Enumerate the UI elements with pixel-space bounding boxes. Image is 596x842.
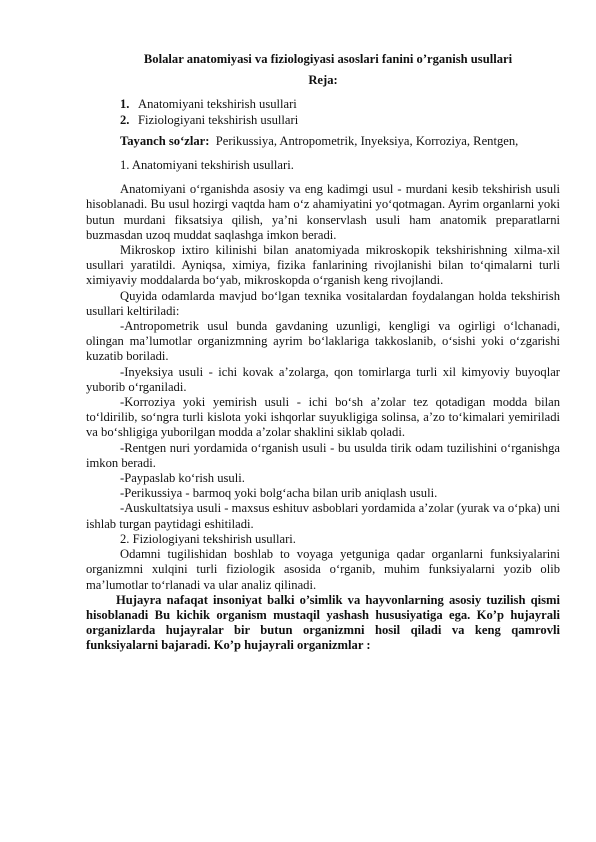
body-paragraph: Anatomiyani o‘rganishda asosiy va eng kadimgi usul - murdani kesib tekshirish usuli hisoblanadi. Bu usul hozirgi vaqtda ham o‘z ahamiyatini yo‘qotmagan. Ayrim organlarni yoki butun murdani fiksatsiya qilish, ya’ni konservlash usuli ham anatomik preparatlarni buzmasdan uzoq muddat saqlashga imkon beradi. xyxy=(86,182,560,242)
body-paragraph: -Perikussiya - barmoq yoki bolg‘acha bilan urib aniqlash usuli. xyxy=(120,486,438,501)
section-heading-2: 2. Fiziologiyani tekshirish usullari. xyxy=(120,531,296,546)
body-paragraph: Quyida odamlarda mavjud bo‘lgan texnika vositalardan foydalangan holda tekshirish usullari keltiriladi: xyxy=(86,288,560,318)
keywords-line xyxy=(86,134,560,149)
body-paragraph: -Antropometrik usul bunda gavdaning uzunligi, kengligi va ogirligi o‘lchanadi, olingan ma’lumotlar organizmning ayrim bo‘laklariga takkoslanib, o‘sishi yoki o‘zgarishi kuzatib boriladi. xyxy=(86,319,560,364)
body-paragraph: -Auskultatsiya usuli - maxsus eshituv asboblari yordamida a’zolar (yurak va o‘pka) uni ishlab turgan paytidagi eshitiladi. xyxy=(86,501,560,531)
plan-item-text: Anatomiyani tekshirish usullari xyxy=(138,97,297,112)
body-paragraph: -Inyeksiya usuli - ichi kovak a’zolarga, qon tomirlarga turli xil kimyoviy buyoqlar yuborib o‘rganiladi. xyxy=(86,364,560,394)
keywords-label: Tayanch so‘zlar: xyxy=(120,133,210,148)
document-title: Bolalar anatomiyasi va fiziologiyasi asoslari fanini o’rganish usullari xyxy=(143,52,513,66)
body-paragraph: -Korroziya yoki yemirish usuli - ichi bo‘sh a’zolar tez qotadigan modda bilan to‘ldirilib, so‘ngra turli kislota yoki ishqorlar suyukligiga solinsa, a’zo to‘kimalari yemiriladi va bo‘shligiga yuborilgan modda a’zolar shaklini siklab qoladi. xyxy=(86,395,560,440)
plan-item-number: 1. xyxy=(120,97,130,112)
plan-item xyxy=(86,97,560,112)
keywords-text: Perikussiya, Antropometrik, Inyeksiya, Korroziya, Rentgen, xyxy=(215,133,519,148)
bold-paragraph: Hujayra nafaqat insoniyat balki o’simlik va hayvonlarning asosiy tuzilish qismi hisoblanadi Bu kichik organism mustaqil yashash hususiyatiga ega. Ko’p hujayrali organizlarda hujayralar bir butun organizmni hosil qiladi va keng qamrovli funksiyalarni bajaradi. Ko’p hujayrali organizmlar : xyxy=(86,592,560,653)
plan-heading: Reja: xyxy=(308,73,338,88)
plan-item xyxy=(86,113,560,128)
section-heading: 1. Anatomiyani tekshirish usullari. xyxy=(120,158,294,173)
document-page xyxy=(86,52,560,654)
body-paragraph: Odamni tugilishidan boshlab to voyaga yetguniga qadar organlarni funksiyalarini organizmni xulqini turli fiziologik asosida o‘rganib, muhim funksiyalarni yozib olib ma’lumotlar to‘rlanadi va ular analiz qilinadi. xyxy=(86,547,560,592)
body-paragraph: -Rentgen nuri yordamida o‘rganish usuli - bu usulda tirik odam tuzilishini o‘rganishga imkon beradi. xyxy=(86,440,560,470)
body-paragraph: -Paypaslab ko‘rish usuli. xyxy=(120,471,245,486)
plan-item-number: 2. xyxy=(120,112,130,127)
plan-item-text: Fiziologiyani tekshirish usullari xyxy=(138,112,299,127)
body-paragraph: Mikroskop ixtiro kilinishi bilan anatomiyada mikroskopik tekshirishning xilma-xil usullari yaratildi. Ayniqsa, ximiya, fizika fanlarining rivojlanishi bilan to‘qimalarni turli ximiyaviy moddalarda bo‘yab, mikroskopda o‘rganish keng rivojlandi. xyxy=(86,243,560,288)
